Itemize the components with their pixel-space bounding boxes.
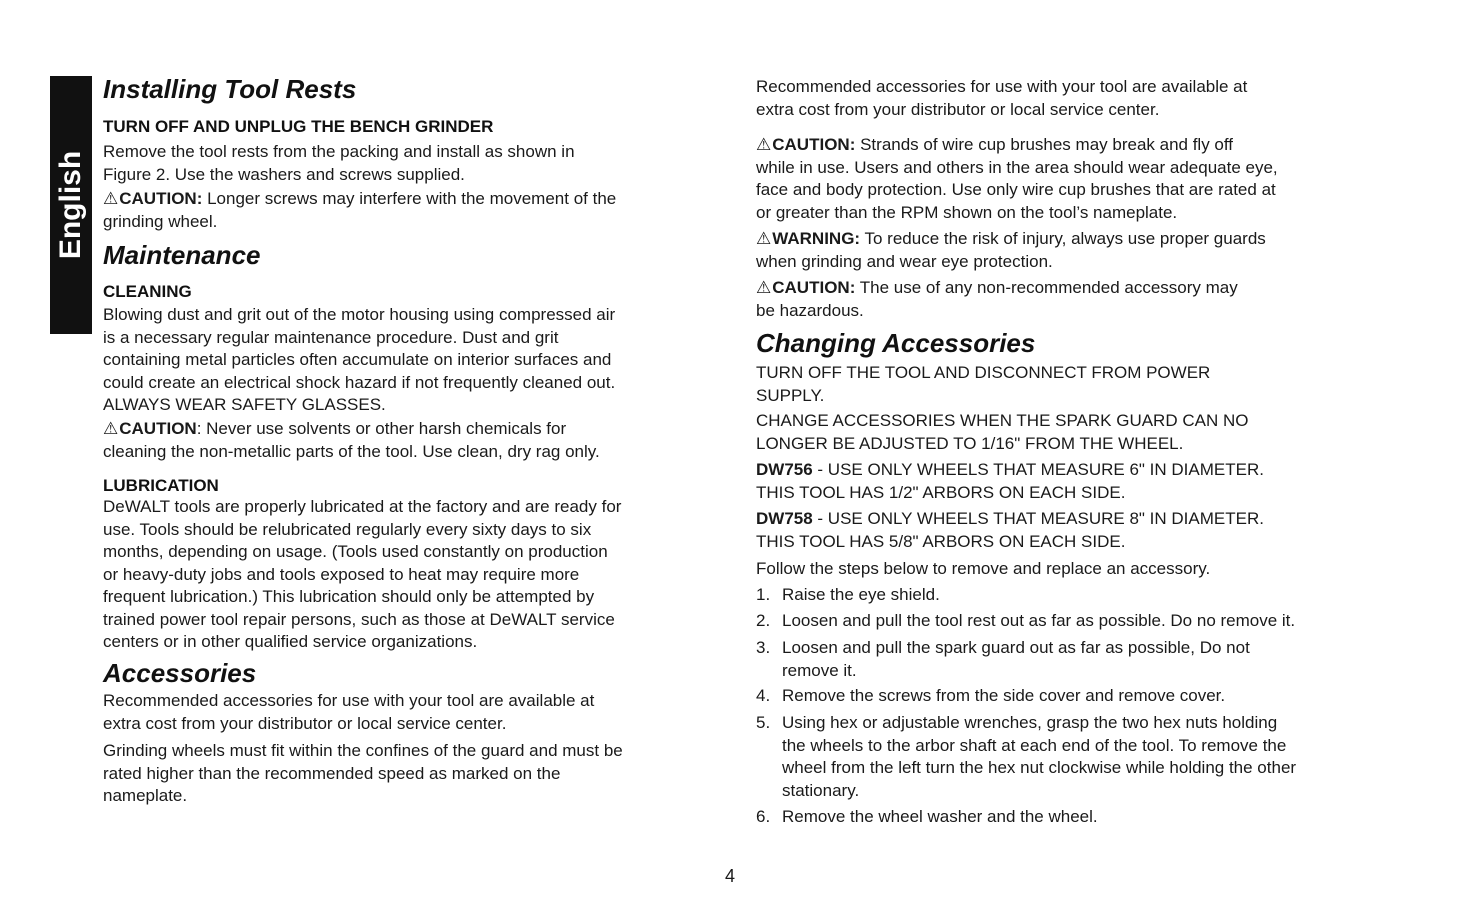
wire-brush-caution xyxy=(756,134,1356,224)
step-number: 6. xyxy=(756,807,771,826)
cleaning-caution-label: CAUTION xyxy=(119,419,197,438)
install-text: Remove the tool rests from the packing and install as shown in Figure 2. Use the washers and screws supplied. xyxy=(103,142,575,184)
step-text: Raise the eye shield. xyxy=(782,585,940,604)
lubrication-text: DeWALT tools are properly lubricated at the factory and are ready for use. Tools should be relubricated regularly every sixty days to six months, depending on usage. (Tools used constantly on production or heavy-duty jobs and tools exposed to heat may require more frequent lubrication.) This lubrication should only be attempted by trained power tool repair persons, such as those at DeWALT service centers or in other qualified service organizations. xyxy=(103,497,622,651)
grinding-wheels-text: Grinding wheels must fit within the confines of the guard and must be rated higher than the recommended speed as marked on the nameplate. xyxy=(103,741,623,805)
step-number: 1. xyxy=(756,585,771,604)
installing-tool-rests-title: Installing Tool Rests xyxy=(103,74,357,104)
cleaning-caution-text: : Never use solvents or other harsh chemicals for cleaning the non-metallic parts of the tool. Use clean, dry rag only. xyxy=(103,419,600,461)
maintenance-title: Maintenance xyxy=(103,240,261,270)
caution2-text: The use of any non-recommended accessory may be hazardous. xyxy=(756,278,1238,320)
step-number: 4. xyxy=(756,686,771,705)
turn-off-heading: TURN OFF AND UNPLUG THE BENCH GRINDER xyxy=(103,117,494,136)
dw756-text xyxy=(756,459,1356,504)
step-text: Using hex or adjustable wrenches, grasp the two hex nuts holding the wheels to the arbor shaft at each end of the tool. To remove the wheel from the left turn the hex nut clockwise while holding the other stationary. xyxy=(782,713,1297,800)
dw758-text xyxy=(756,508,1356,553)
accessories-text: Recommended accessories for use with your tool are available at extra cost from your distributor or local service center. xyxy=(103,691,595,733)
language-tab xyxy=(50,76,92,334)
warning-label: WARNING: xyxy=(772,229,861,248)
cleaning-caution xyxy=(103,418,703,463)
cleaning-text: Blowing dust and grit out of the motor housing using compressed air is a necessary regular maintenance procedure. Dust and grit containing metal particles often accumulate on interior surfaces and could create an electrical shock hazard if not frequently cleaned out. ALWAYS WEAR SAFETY GLASSES. xyxy=(103,305,616,414)
page-number: 4 xyxy=(724,866,735,886)
step-number: 2. xyxy=(756,611,771,630)
install-caution-text: Longer screws may interfere with the movement of the grinding wheel. xyxy=(103,189,617,231)
warning-triangle-icon: ⚠ xyxy=(103,419,119,438)
lubrication-heading: LUBRICATION xyxy=(103,476,219,495)
warning-triangle-icon: ⚠ xyxy=(756,229,772,248)
language-tab-label: English xyxy=(54,150,87,260)
dw756-body: - USE ONLY WHEELS THAT MEASURE 6" IN DIAMETER. THIS TOOL HAS 1/2" ARBORS ON EACH SIDE. xyxy=(756,460,1264,502)
install-caution xyxy=(103,188,703,233)
follow-steps-text: Follow the steps below to remove and replace an accessory. xyxy=(756,559,1211,578)
dw756-label: DW756 xyxy=(756,460,813,479)
change-accessories-text: CHANGE ACCESSORIES WHEN THE SPARK GUARD CAN NO LONGER BE ADJUSTED TO 1/16" FROM THE WHEEL. xyxy=(756,411,1249,453)
guards-warning xyxy=(756,228,1356,273)
changing-accessories-title: Changing Accessories xyxy=(756,328,1036,358)
step-text: Remove the screws from the side cover and remove cover. xyxy=(782,686,1226,705)
recommended-text: Recommended accessories for use with your tool are available at extra cost from your distributor or local service center. xyxy=(756,77,1248,119)
turn-off-text: TURN OFF THE TOOL AND DISCONNECT FROM POWER SUPPLY. xyxy=(756,363,1211,405)
caution2-label: CAUTION: xyxy=(772,278,856,297)
caution1-label: CAUTION: xyxy=(772,135,856,154)
dw758-body: - USE ONLY WHEELS THAT MEASURE 8" IN DIAMETER. THIS TOOL HAS 5/8" ARBORS ON EACH SIDE. xyxy=(756,509,1264,551)
install-caution-label: CAUTION: xyxy=(119,189,203,208)
warning-triangle-icon: ⚠ xyxy=(756,278,772,297)
accessory-caution xyxy=(756,277,1356,322)
warning-text: To reduce the risk of injury, always use proper guards when grinding and wear eye protection. xyxy=(756,229,1266,271)
warning-triangle-icon: ⚠ xyxy=(756,135,772,154)
caution1-text: Strands of wire cup brushes may break and fly off while in use. Users and others in the area should wear adequate eye, face and body protection. Use only wire cup brushes that are rated at or greater than the RPM shown on the tool’s nameplate. xyxy=(756,135,1278,222)
step-text: Remove the wheel washer and the wheel. xyxy=(782,807,1098,826)
step-number: 3. xyxy=(756,638,771,657)
accessories-title: Accessories xyxy=(103,658,257,688)
cleaning-heading: CLEANING xyxy=(103,282,192,301)
step-text: Loosen and pull the spark guard out as far as possible, Do not remove it. xyxy=(782,638,1250,680)
dw758-label: DW758 xyxy=(756,509,813,528)
step-text: Loosen and pull the tool rest out as far as possible. Do no remove it. xyxy=(782,611,1296,630)
step-number: 5. xyxy=(756,713,771,732)
warning-triangle-icon: ⚠ xyxy=(103,189,119,208)
